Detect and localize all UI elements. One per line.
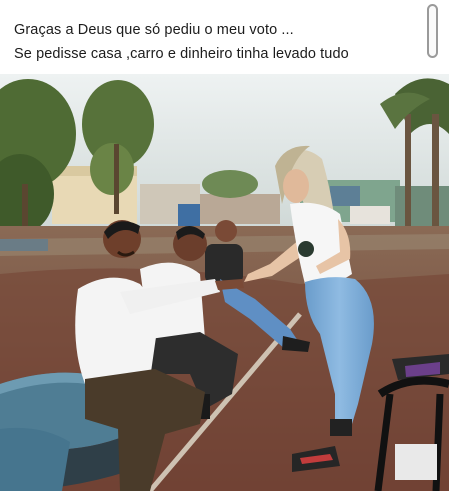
caption-line-2: Se pedisse casa ,carro e dinheiro tinha levado tudo xyxy=(14,46,349,62)
photo xyxy=(0,74,449,491)
scroll-indicator[interactable] xyxy=(427,4,438,58)
photo-illustration xyxy=(0,74,449,491)
caption-area xyxy=(0,0,449,74)
caption-line-1: Graças a Deus que só pediu o meu voto ... xyxy=(14,22,294,38)
